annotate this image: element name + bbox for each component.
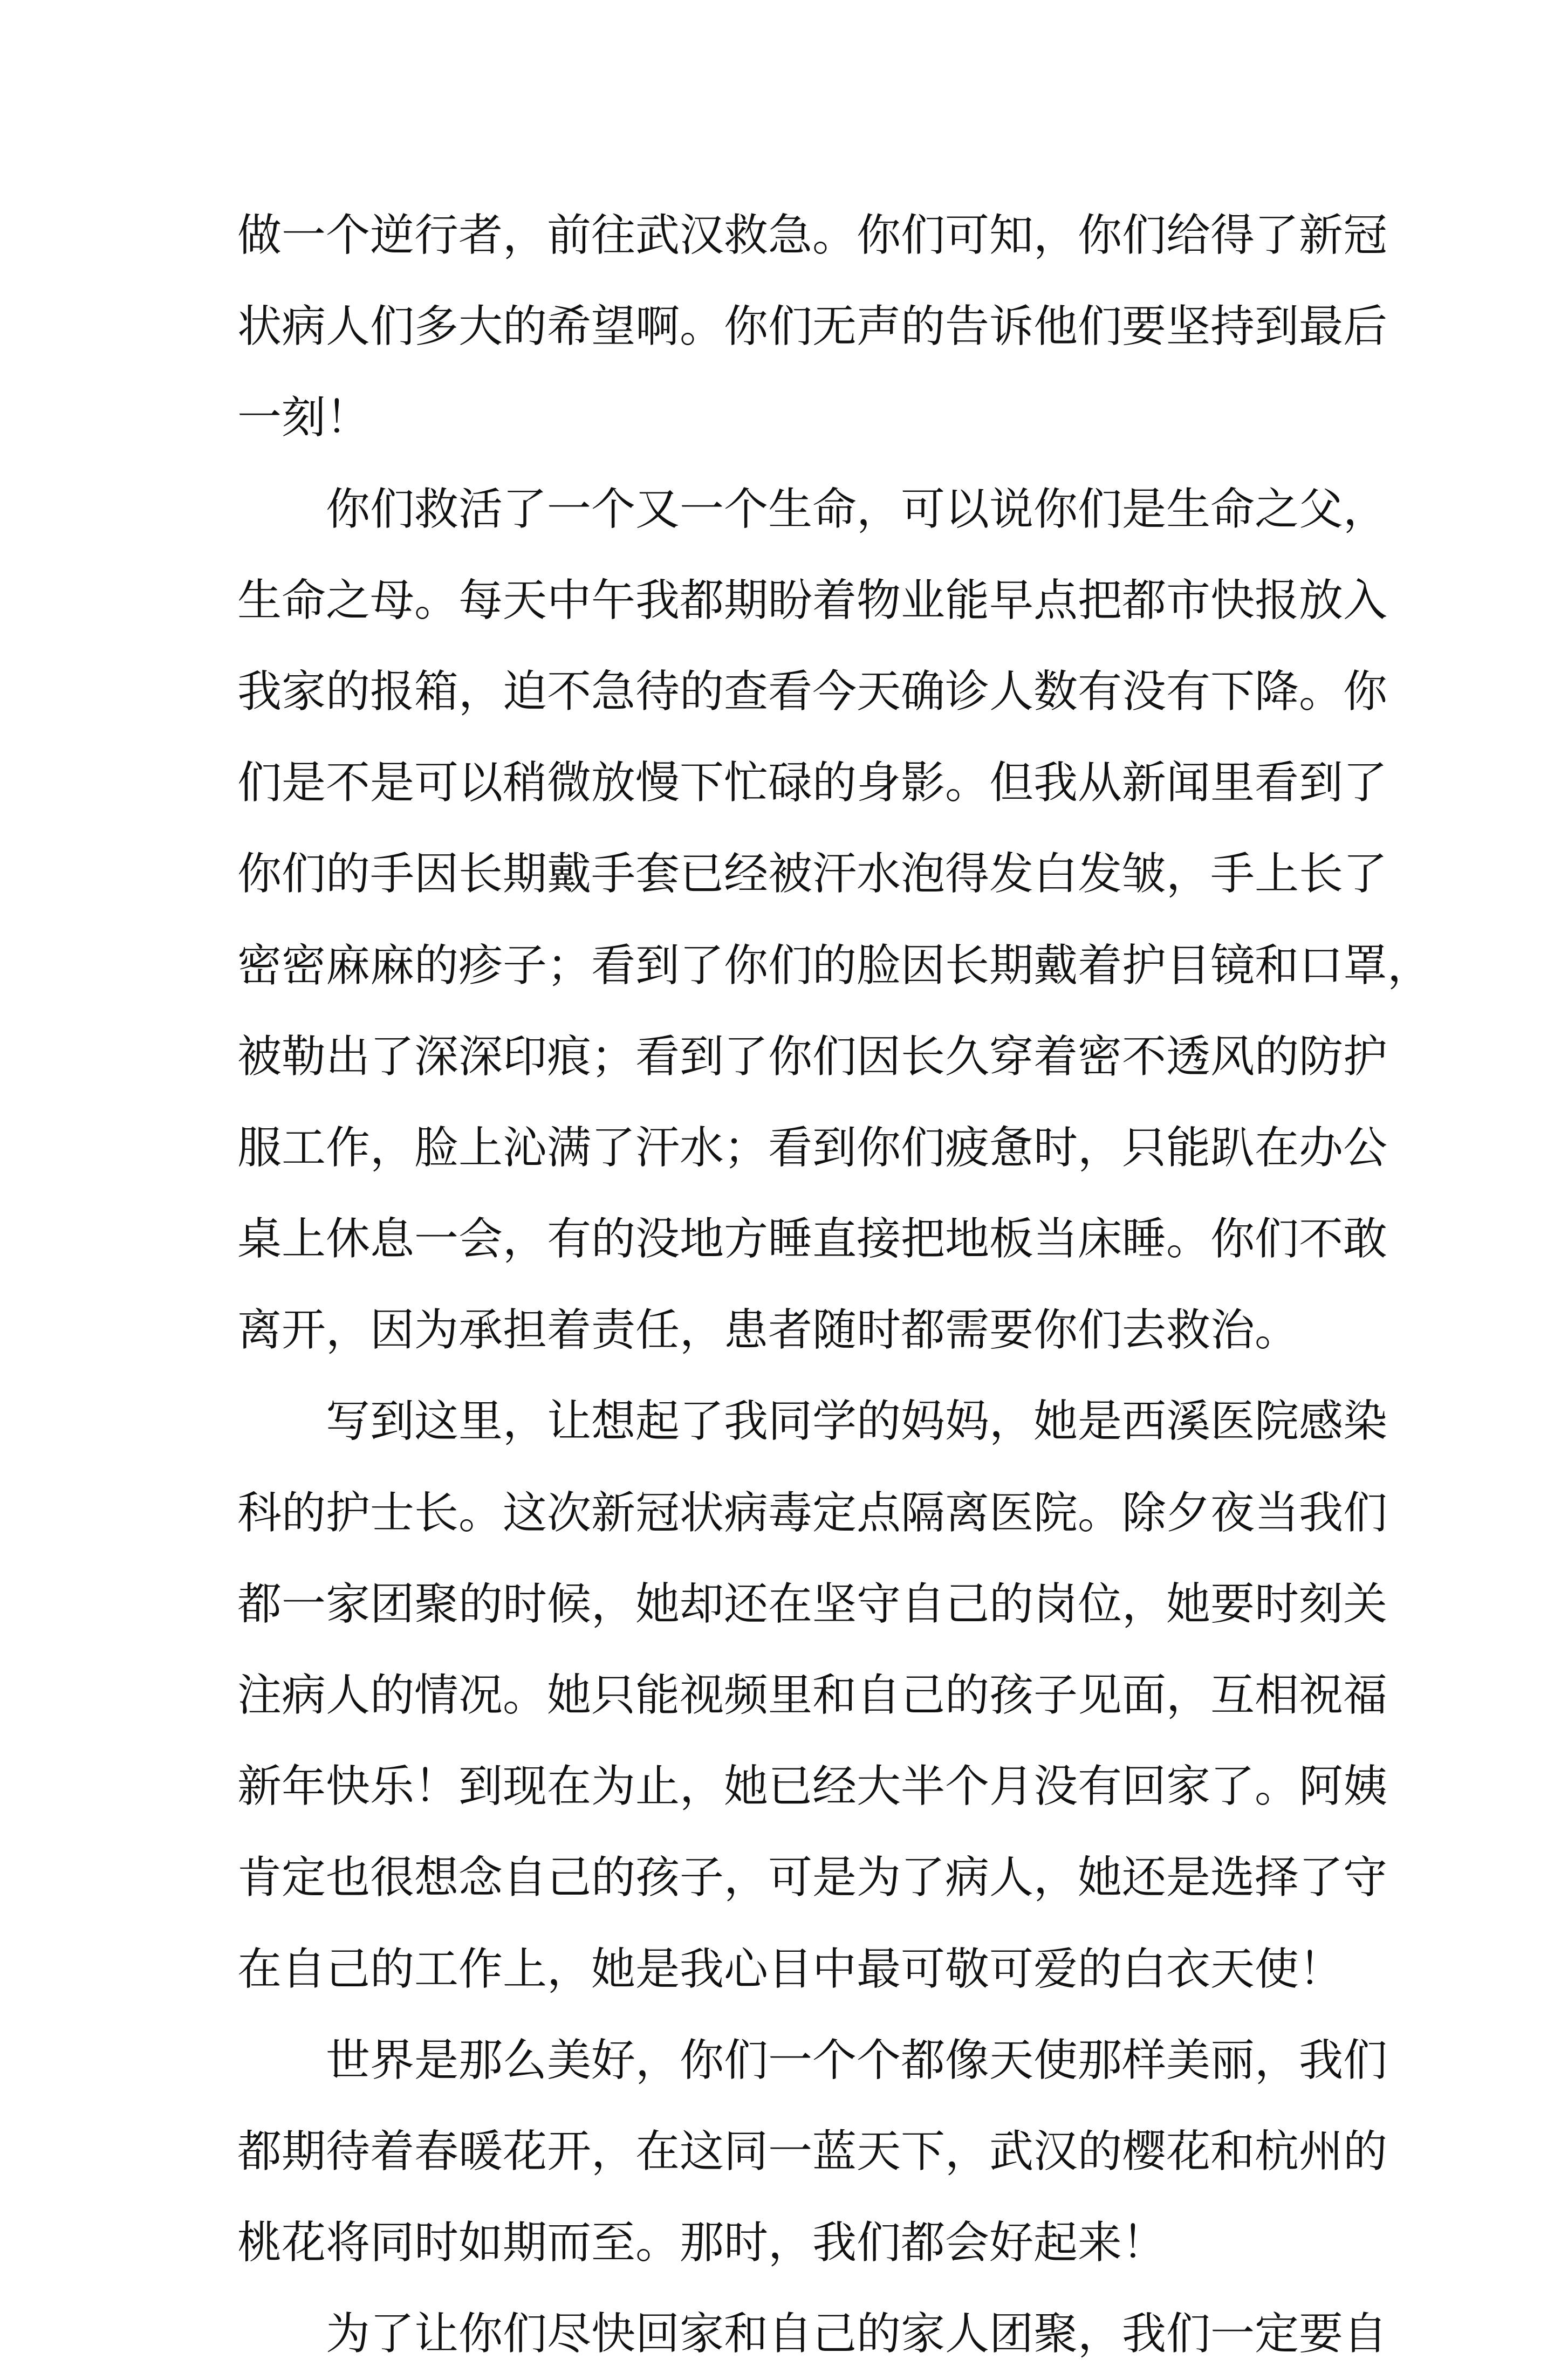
text-line: 们是不是可以稍微放慢下忙碌的身影。但我从新闻里看到了 — [237, 757, 1388, 809]
text-line: 我家的报箱，迫不急待的查看今天确诊人数有没有下降。你 — [237, 666, 1388, 717]
text-line: 新年快乐！到现在为止，她已经大半个月没有回家了。阿姨 — [237, 1761, 1388, 1813]
text-line: 密密麻麻的疹子；看到了你们的脸因长期戴着护目镜和口罩， — [237, 939, 1432, 991]
text-line: 世界是那么美好，你们一个个都像天使那样美丽，我们 — [326, 2034, 1388, 2086]
text-line: 状病人们多大的希望啊。你们无声的告诉他们要坚持到最后 — [237, 301, 1388, 353]
text-line: 为了让你们尽快回家和自己的家人团聚，我们一定要自 — [326, 2308, 1388, 2360]
text-line: 做一个逆行者，前往武汉救急。你们可知，你们给得了新冠 — [237, 210, 1388, 261]
text-line: 你们的手因长期戴手套已经被汗水泡得发白发皱，手上长了 — [237, 848, 1388, 900]
text-line: 服工作，脸上沁满了汗水；看到你们疲惫时，只能趴在办公 — [237, 1122, 1388, 1174]
body-text — [237, 190, 1432, 2380]
text-line: 生命之母。每天中午我都期盼着物业能早点把都市快报放入 — [237, 574, 1388, 626]
text-line: 一刻！ — [237, 392, 371, 444]
text-line: 桃花将同时如期而至。那时，我们都会好起来！ — [237, 2217, 1167, 2269]
text-line: 桌上休息一会，有的没地方睡直接把地板当床睡。你们不敢 — [237, 1213, 1388, 1265]
text-line: 你们救活了一个又一个生命，可以说你们是生命之父， — [326, 483, 1388, 535]
text-line: 都一家团聚的时候，她却还在坚守自己的岗位，她要时刻关 — [237, 1578, 1388, 1630]
text-line: 写到这里，让想起了我同学的妈妈，她是西溪医院感染 — [326, 1396, 1388, 1448]
text-line: 在自己的工作上，她是我心目中最可敬可爱的白衣天使！ — [237, 1943, 1344, 1995]
text-line: 离开，因为承担着责任，患者随时都需要你们去救治。 — [237, 1305, 1299, 1356]
text-line: 科的护士长。这次新冠状病毒定点隔离医院。除夕夜当我们 — [237, 1487, 1388, 1539]
text-line: 肯定也很想念自己的孩子，可是为了病人，她还是选择了守 — [237, 1852, 1388, 1904]
text-line: 都期待着春暖花开，在这同一蓝天下，武汉的樱花和杭州的 — [237, 2125, 1388, 2177]
text-line: 被勒出了深深印痕；看到了你们因长久穿着密不透风的防护 — [237, 1031, 1388, 1082]
text-line: 注病人的情况。她只能视频里和自己的孩子见面，互相祝福 — [237, 1670, 1388, 1721]
